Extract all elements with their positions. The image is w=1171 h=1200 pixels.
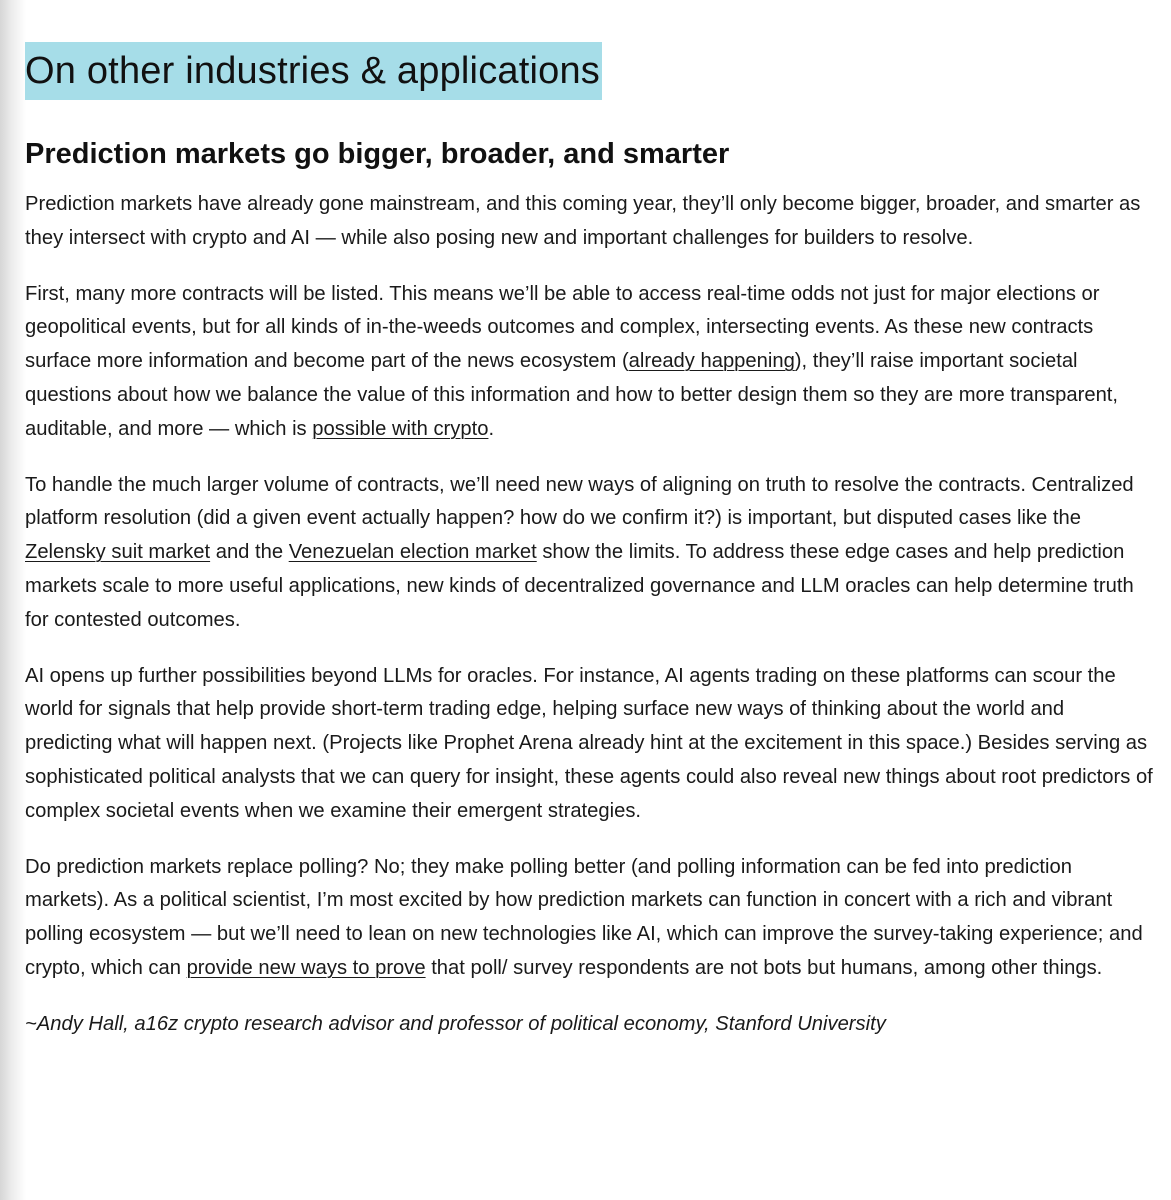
possible-with-crypto-link[interactable]: possible with crypto <box>312 417 489 440</box>
paragraph-resolution <box>25 469 1155 638</box>
paragraph-text: Do prediction markets replace polling? No; they make polling better (and polling information can be fed into prediction markets). As a political scientist, I’m most excited by how prediction markets can function in concert with a rich and vibrant polling ecosystem — but we’ll need to lean on new technologies like AI, which can improve the survey-taking experience; and crypto, which can <box>25 855 1143 979</box>
provide-new-ways-to-prove-link[interactable]: provide new ways to prove <box>186 956 426 979</box>
paragraph-ai-oracles: AI opens up further possibilities beyond LLMs for oracles. For instance, AI agents trading on these platforms can scour the world for signals that help provide short-term trading edge, helping surface new ways of thinking about the world and predicting what will happen next. (Projects like Prophet Arena already hint at the excitement in this space.) Besides serving as sophisticated political analysts that we can query for insight, these agents could also reveal new things about root predictors of complex societal events when we examine their emergent strategies. <box>25 664 1153 822</box>
venezuelan-election-market-link[interactable]: Venezuelan election market <box>288 541 537 564</box>
article-content <box>25 42 1155 1042</box>
paragraph-text: that poll/ survey respondents are not bots but humans, among other things. <box>425 956 1103 979</box>
page-edge-shadow <box>0 0 26 1200</box>
paragraph-text: ), they’ll raise important societal questions about how we balance the value of this information and how to better design them so they are more transparent, auditable, and more — which is <box>25 350 1119 440</box>
paragraph-text: show the limits. To address these edge cases and help prediction markets scale to more useful applications, new kinds of decentralized governance and LLM oracles can help determine truth for contested outcomes. <box>25 541 1134 631</box>
already-happening-link[interactable]: already happening <box>628 350 795 373</box>
section-title: On other industries & applications <box>25 42 602 100</box>
article-title: Prediction markets go bigger, broader, and smarter <box>25 138 730 170</box>
zelensky-suit-market-link[interactable]: Zelensky suit market <box>25 541 211 564</box>
paragraph-intro: Prediction markets have already gone mainstream, and this coming year, they’ll only become bigger, broader, and smarter as they intersect with crypto and AI — while also posing new and important challenges for builders to resolve. <box>25 193 1141 249</box>
paragraph-text: and the <box>210 541 289 564</box>
paragraph-text: First, many more contracts will be listed. This means we’ll be able to access real-time odds not just for major elections or geopolitical events, but for all kinds of in-the-weeds outcomes and complex, intersecting events. As these new contracts surface more information and become part of the news ecosystem ( <box>25 282 1100 373</box>
paragraph-contracts <box>25 278 1155 447</box>
paragraph-text: . <box>488 417 495 440</box>
author-attribution: ~Andy Hall, a16z crypto research advisor and professor of political economy, Stanford University <box>25 1012 886 1035</box>
paragraph-polling <box>25 851 1155 986</box>
paragraph-text: To handle the much larger volume of contracts, we’ll need new ways of aligning on truth to resolve the contracts. Centralized platform resolution (did a given event actually happen? how do we confirm it?) is important, but disputed cases like the <box>25 473 1134 530</box>
